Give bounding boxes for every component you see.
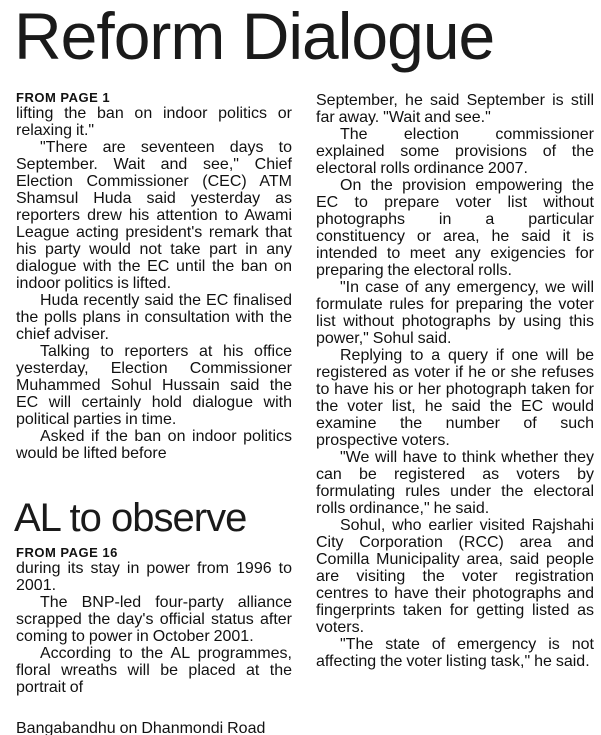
article-1-column-1 xyxy=(16,90,292,462)
paragraph: The election commissioner explained some provisions of the electoral rolls ordinance 2007. xyxy=(316,126,594,177)
paragraph-partial: Bangabandhu on Dhanmondi Road xyxy=(16,720,266,735)
paragraph: "In case of any emergency, we will formulate rules for preparing the voter list without photographs by using this power," Sohul said. xyxy=(316,279,594,347)
continuation-kicker: FROM PAGE 1 xyxy=(16,90,111,105)
paragraph: "We will have to think whether they can be registered as voters by formulating rules under the electoral rolls ordinance," he said. xyxy=(316,449,594,517)
paragraph: The BNP-led four-party alliance scrapped the day's official status after coming to power in October 2001. xyxy=(16,594,292,645)
paragraph: "There are seventeen days to September. Wait and see," Chief Election Commissioner (CEC) ATM Shamsul Huda said yesterday as reporters drew his attention to Awami League acting president's remark that his party would not take part in any dialogue with the EC until the ban on indoor politics is lifted. xyxy=(16,139,292,292)
article-2-column-1 xyxy=(16,545,292,696)
headline-al-to-observe: AL to observe xyxy=(14,496,247,540)
paragraph: According to the AL programmes, floral wreaths will be placed at the portrait of xyxy=(16,645,292,696)
paragraph: On the provision empowering the EC to prepare voter list without photographs in a particular constituency or area, he said it is intended to meet any exigencies for preparing the electoral rolls. xyxy=(316,177,594,279)
paragraph: Replying to a query if one will be registered as voter if he or she refuses to have his or her photograph taken for the voter list, he said the EC would examine the number of such prospective voters. xyxy=(316,347,594,449)
paragraph: Asked if the ban on indoor politics would be lifted before xyxy=(16,428,292,462)
paragraph: Talking to reporters at his office yesterday, Election Commissioner Muhammed Sohul Hussain said the EC will certainly hold dialogue with political parties in time. xyxy=(16,343,292,428)
paragraph: Huda recently said the EC finalised the polls plans in consultation with the chief adviser. xyxy=(16,292,292,343)
article-1-column-2 xyxy=(316,92,594,670)
continuation-kicker: FROM PAGE 16 xyxy=(16,545,118,560)
paragraph: during its stay in power from 1996 to 2001. xyxy=(16,560,292,594)
headline-reform-dialogue: Reform Dialogue xyxy=(14,0,495,73)
cut-off-line xyxy=(16,720,292,735)
paragraph: September, he said September is still far away. "Wait and see." xyxy=(316,92,594,126)
paragraph: Sohul, who earlier visited Rajshahi City Corporation (RCC) area and Comilla Municipality area, said people are visiting the voter registration centres to have their photographs and fingerprints taken for getting listed as voters. xyxy=(316,517,594,636)
paragraph: lifting the ban on indoor politics or relaxing it." xyxy=(16,105,292,139)
paragraph: "The state of emergency is not affecting the voter listing task," he said. xyxy=(316,636,594,670)
